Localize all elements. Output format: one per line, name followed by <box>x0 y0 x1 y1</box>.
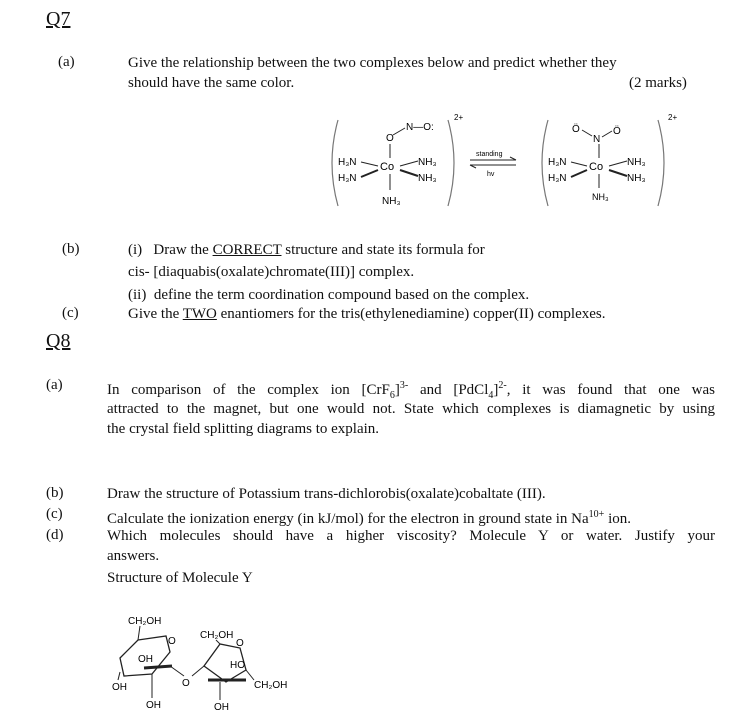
right-oxygen-left: Ö <box>572 124 580 135</box>
q7b-ii-line: (ii) define the term coordination compound based on the complex. <box>128 287 530 303</box>
left-h3n-top: H₃N <box>338 157 357 168</box>
right-nitrite: N <box>593 134 601 145</box>
left-nitrite: N—O: <box>406 122 434 133</box>
q8a-line1: In comparison of the complex ion $[CrF_6]^{3-}$ and [PdCl$_4$]$^{2-}$, it was found that one was <box>107 380 715 401</box>
glucose-oh-inner: OH <box>138 654 153 665</box>
q7b-i-number: (i) <box>128 242 143 258</box>
left-nh3-top: NH₃ <box>418 157 437 168</box>
q7a-label: (a) <box>58 54 75 70</box>
right-nh3-top: NH₃ <box>627 157 646 168</box>
right-h3n-bottom: H₃N <box>548 173 567 184</box>
q8a-line3: the crystal field splitting diagrams to explain. <box>107 421 380 437</box>
linkage-isomer-figure <box>320 108 700 218</box>
right-nh3-axial: NH₃ <box>592 192 609 202</box>
right-bracket-close <box>658 120 664 206</box>
arrow-top-label: standing <box>476 151 503 158</box>
q7-heading: Q7 <box>46 8 71 30</box>
right-charge: 2+ <box>668 113 678 122</box>
left-bracket-close <box>448 120 454 206</box>
left-metal: Co <box>380 161 395 173</box>
molecule-y-title: Structure of Molecule Y <box>107 570 253 586</box>
q8b-label: (b) <box>46 485 64 501</box>
q7a-line1: Give the relationship between the two complexes below and predict whether they <box>128 55 617 71</box>
right-oxygen-right: Ö <box>613 126 621 137</box>
glucose-ch2oh: CH₂OH <box>128 616 162 627</box>
left-charge: 2+ <box>454 113 464 122</box>
q7c-emphasis: TWO <box>182 306 217 322</box>
left-h3n-bottom: H₃N <box>338 173 357 184</box>
q8b-text: Draw the structure of Potassium trans-dichlorobis(oxalate)cobaltate (III). <box>107 486 546 502</box>
q7b-i-emphasis: CORRECT <box>212 242 282 258</box>
fructose-ho: HO <box>230 660 245 671</box>
left-oxygen-link: O <box>386 133 394 144</box>
q8a-label: (a) <box>46 377 63 393</box>
fructose-ch2oh-right: CH₂OH <box>254 680 288 691</box>
glycosidic-oxygen: O <box>182 678 190 689</box>
left-nh3-axial: NH₃ <box>382 196 401 207</box>
fructose-ch2oh-top: CH₂OH <box>200 630 234 641</box>
glucose-ring-oxygen: O <box>168 636 176 647</box>
q8d-line1: Which molecules should have a higher viscosity? Molecule Y or water. Justify your <box>107 528 715 544</box>
glucose-oh-bottom: OH <box>146 700 161 711</box>
q8a-line2: attracted to the magnet, but one would not. State which complexes is diamagnetic by using <box>107 401 715 417</box>
q7c-label: (c) <box>62 305 79 321</box>
fructose-oh-bottom: OH <box>214 702 229 713</box>
q8-heading: Q8 <box>46 330 71 352</box>
q8d-line2: answers. <box>107 548 160 564</box>
q7b-i-line2: cis- [diaquabis(oxalate)chromate(III)] complex. <box>128 264 415 280</box>
q8c-label: (c) <box>46 506 63 522</box>
q7c-text: Give the TWO enantiomers for the tris(ethylenediamine) copper(II) complexes. <box>128 306 606 322</box>
right-nh3-bottom: NH₃ <box>627 173 646 184</box>
fructose-ring-oxygen: O <box>236 638 244 649</box>
q8c-text: Calculate the ionization energy (in kJ/mol) for the electron in ground state in $Na^{10+}$ ion. <box>107 509 631 527</box>
molecule-y-structure <box>108 610 318 718</box>
q7b-label: (b) <box>62 241 80 257</box>
q7b-ii-number: (ii) <box>128 287 147 303</box>
arrow-bottom-label: hv <box>487 171 495 178</box>
q7a-marks: (2 marks) <box>629 75 687 91</box>
q8d-label: (d) <box>46 527 64 543</box>
q7a-line2: should have the same color. <box>128 75 295 91</box>
left-nh3-bottom: NH₃ <box>418 173 437 184</box>
right-h3n-top: H₃N <box>548 157 567 168</box>
right-metal: Co <box>589 161 604 173</box>
glucose-oh-left: OH <box>112 682 127 693</box>
q7b-i-line1: (i) Draw the CORRECT structure and state its formula for <box>128 242 485 258</box>
